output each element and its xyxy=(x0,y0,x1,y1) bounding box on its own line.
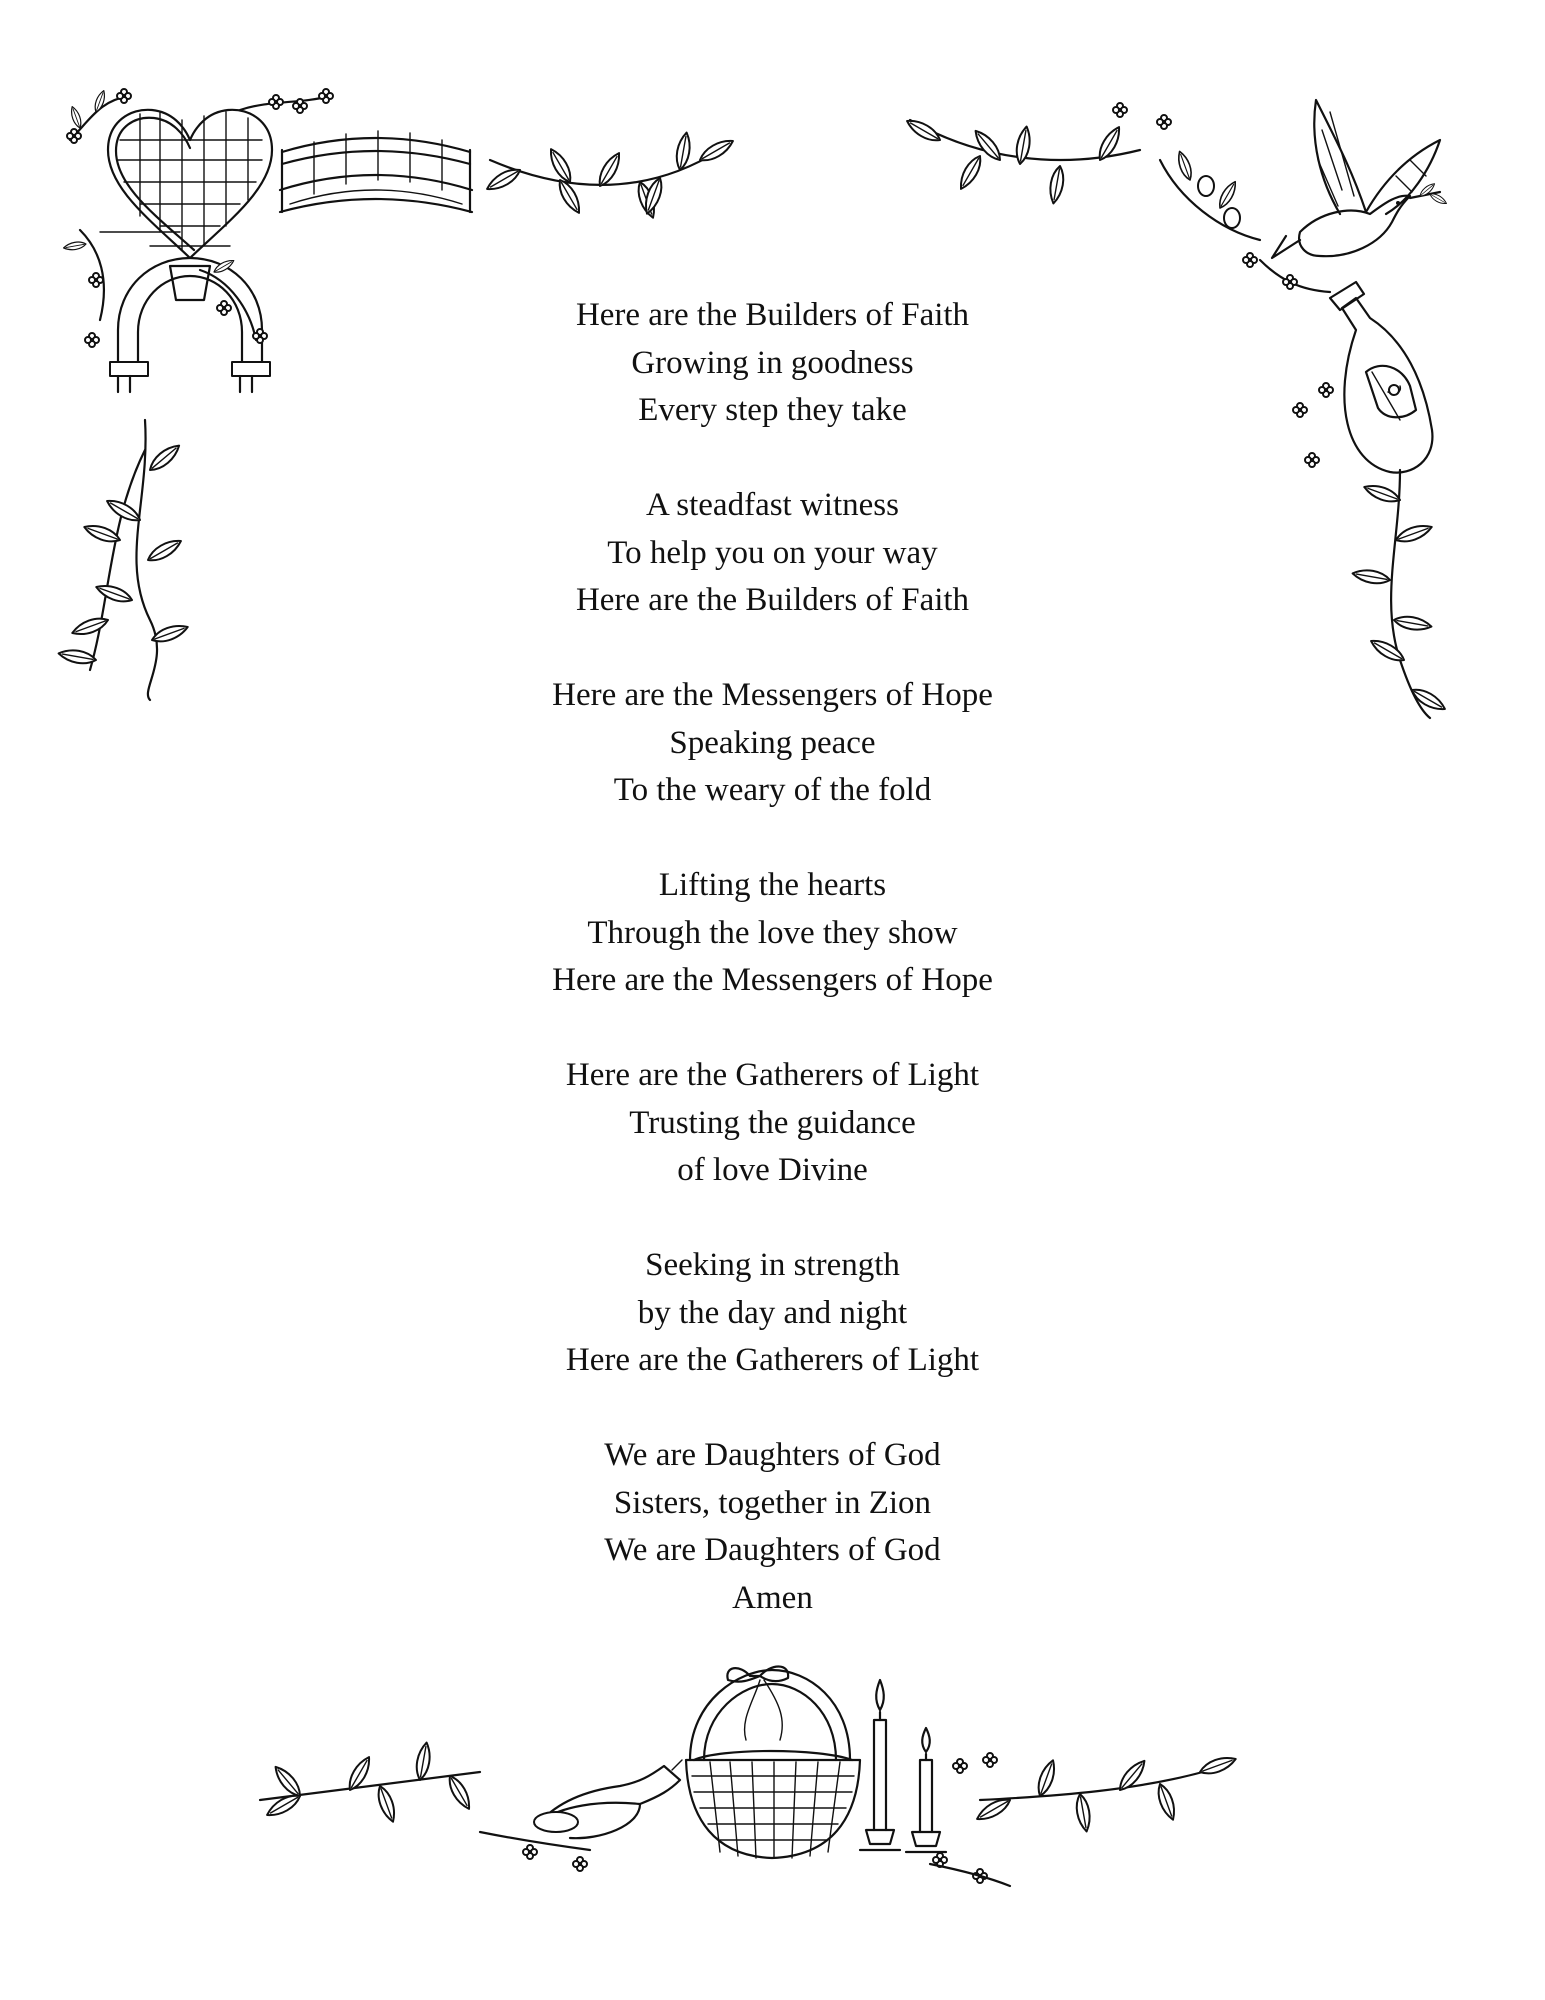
oil-lamp-icon xyxy=(534,1760,682,1838)
stanza xyxy=(0,482,1545,625)
basket-icon xyxy=(686,1667,860,1859)
vine-icon xyxy=(904,116,1140,205)
bridge-icon xyxy=(280,131,472,212)
heart-icon xyxy=(100,110,272,258)
stanza xyxy=(0,1432,1545,1622)
vine-icon xyxy=(260,1742,590,1871)
verse-line: Growing in goodness xyxy=(631,344,914,381)
verse-line: Seeking in strength xyxy=(645,1247,900,1283)
verse-line: To the weary of the fold xyxy=(613,772,932,808)
dove-icon xyxy=(1272,100,1448,258)
verse-line: Here are the Gatherers of Light xyxy=(565,1057,980,1093)
vine-icon xyxy=(930,1753,1238,1886)
verse-line: Here are the Builders of Faith xyxy=(575,582,970,618)
olive-branch-icon xyxy=(1113,103,1260,267)
verse-line: Through the love they show xyxy=(587,914,958,951)
stanza xyxy=(0,862,1545,1005)
verse-line: of love Divine xyxy=(677,1152,868,1188)
verse-line: To help you on your way xyxy=(607,534,938,571)
stanza xyxy=(0,1052,1545,1195)
candle-icon xyxy=(906,1728,946,1852)
verse-line: Speaking peace xyxy=(669,724,876,761)
verse-line: Here are the Messengers of Hope xyxy=(552,677,993,713)
verse-line: Here are the Builders of Faith xyxy=(575,297,970,333)
stanza xyxy=(0,292,1545,435)
verse-line: Every step they take xyxy=(638,392,907,428)
verse-line: A steadfast witness xyxy=(646,487,899,523)
verse-line: We are Daughters of God xyxy=(604,1437,941,1473)
hymn-text xyxy=(0,292,1545,1622)
stanza xyxy=(0,672,1545,815)
stanza xyxy=(0,1242,1545,1385)
verse-line: Here are the Messengers of Hope xyxy=(552,962,993,998)
verse-line: Sisters, together in Zion xyxy=(613,1484,932,1521)
verse-line: by the day and night xyxy=(637,1294,908,1331)
verse-line: Trusting the guidance xyxy=(629,1104,916,1141)
verse-line: Here are the Gatherers of Light xyxy=(565,1342,980,1378)
verse-line: Lifting the hearts xyxy=(658,867,887,903)
candle-icon xyxy=(860,1680,900,1850)
verse-line: Amen xyxy=(732,1579,813,1616)
vine-icon xyxy=(484,132,736,220)
verse-line: We are Daughters of God xyxy=(604,1532,941,1568)
